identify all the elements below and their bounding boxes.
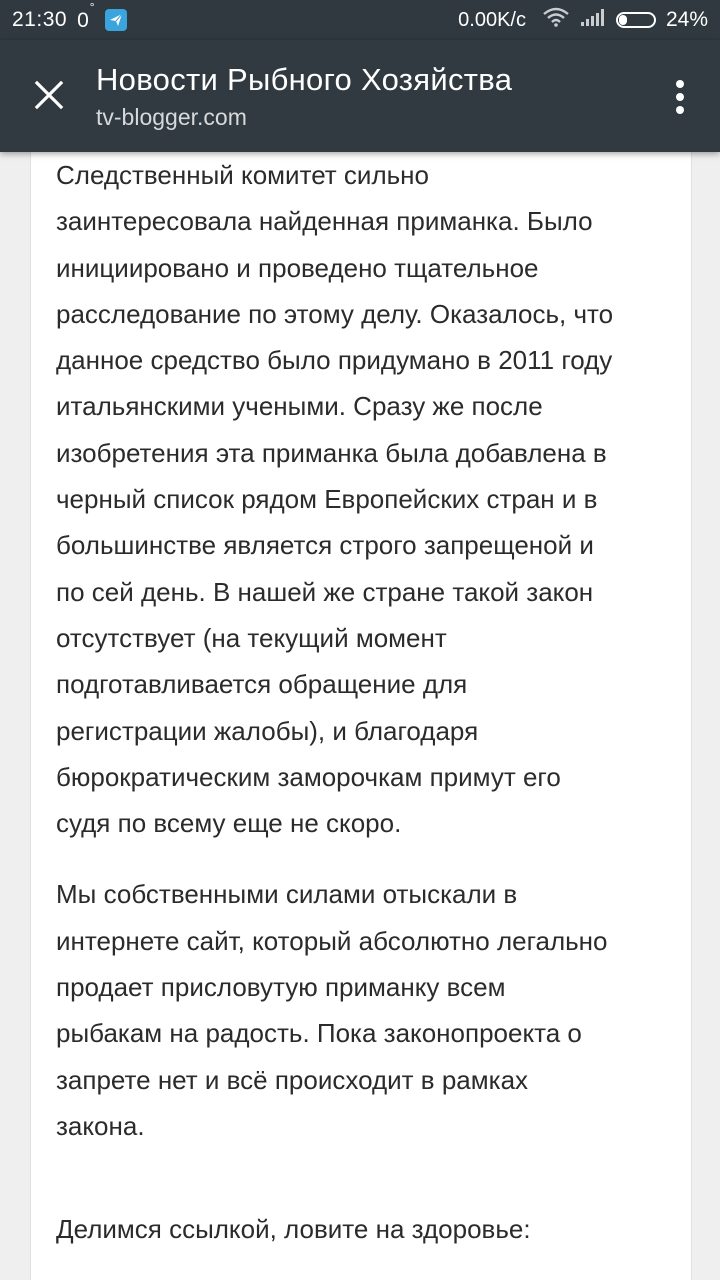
article-line: данное средство было придумано в 2011 году: [56, 345, 613, 376]
article-line: изобретения эта приманка была добавлена в: [56, 437, 607, 468]
article-line: продает присловутую приманку всем: [56, 972, 506, 1003]
wifi-icon: [542, 7, 570, 33]
notification-count: [77, 0, 95, 33]
article-paragraph: [56, 152, 676, 846]
article-line: по сей день. В нашей же стране такой закон: [56, 576, 594, 607]
page-url: tv-blogger.com: [96, 104, 247, 130]
article-line: подготавливается обращение для: [56, 669, 468, 700]
notification-count-value: 0: [77, 8, 89, 32]
close-icon: [34, 80, 64, 110]
article-paragraph: Делимся ссылкой, ловите на здоровье:: [56, 1214, 531, 1244]
article-line: запрете нет и всё происходит в рамках: [56, 1064, 529, 1095]
battery-percent: 24%: [665, 8, 708, 31]
article-line: рыбакам на радость. Пока законопроекта о: [56, 1018, 582, 1049]
article-line: заинтересовала найденная приманка. Было: [56, 206, 593, 237]
article-line: интернете сайт, который абсолютно легально: [56, 925, 608, 956]
more-vert-icon-dot: [676, 93, 684, 101]
signal-icon: [580, 7, 606, 33]
more-vert-icon-dot: [676, 80, 684, 88]
network-speed: 0.00K/c: [458, 8, 526, 31]
article-line: большинстве является строго запрещеной и: [56, 530, 594, 561]
article-line: закона.: [56, 1110, 145, 1141]
browser-toolbar: [0, 40, 720, 152]
article-line: расследование по этому делу. Оказалось, что: [56, 298, 614, 329]
article-line: инициировано и проведено тщательное: [56, 252, 539, 283]
status-time: 21:30: [12, 8, 68, 31]
more-options-button[interactable]: [660, 72, 700, 122]
status-bar: [0, 0, 720, 40]
page-title: Новости Рыбного Хозяйства: [96, 62, 513, 97]
toolbar-titles: [96, 60, 640, 134]
article-line: отсутствует (на текущий момент: [56, 622, 447, 653]
article-line: итальянскими учеными. Сразу же после: [56, 391, 543, 422]
article-line: Мы собственными силами отыскали в: [56, 879, 518, 910]
article-body: [56, 152, 676, 1244]
status-bar-left: [0, 0, 127, 33]
article-paragraph: [56, 871, 676, 1149]
close-button[interactable]: [22, 68, 76, 122]
article-line: судя по всему еще не скоро.: [56, 808, 402, 839]
status-bar-right: [458, 7, 720, 33]
telegram-icon: [105, 9, 127, 31]
article-line: черный список рядом Европейских стран и в: [56, 484, 598, 515]
more-vert-icon-dot: [676, 106, 684, 114]
article-line: бюрократическим заморочкам примут его: [56, 761, 561, 792]
battery-icon: [616, 12, 656, 28]
battery-fill: [619, 15, 627, 25]
article-line: Следственный комитет сильно: [56, 160, 429, 190]
notification-count-sup: °: [89, 0, 95, 14]
article-line: регистрации жалобы), и благодаря: [56, 715, 479, 746]
